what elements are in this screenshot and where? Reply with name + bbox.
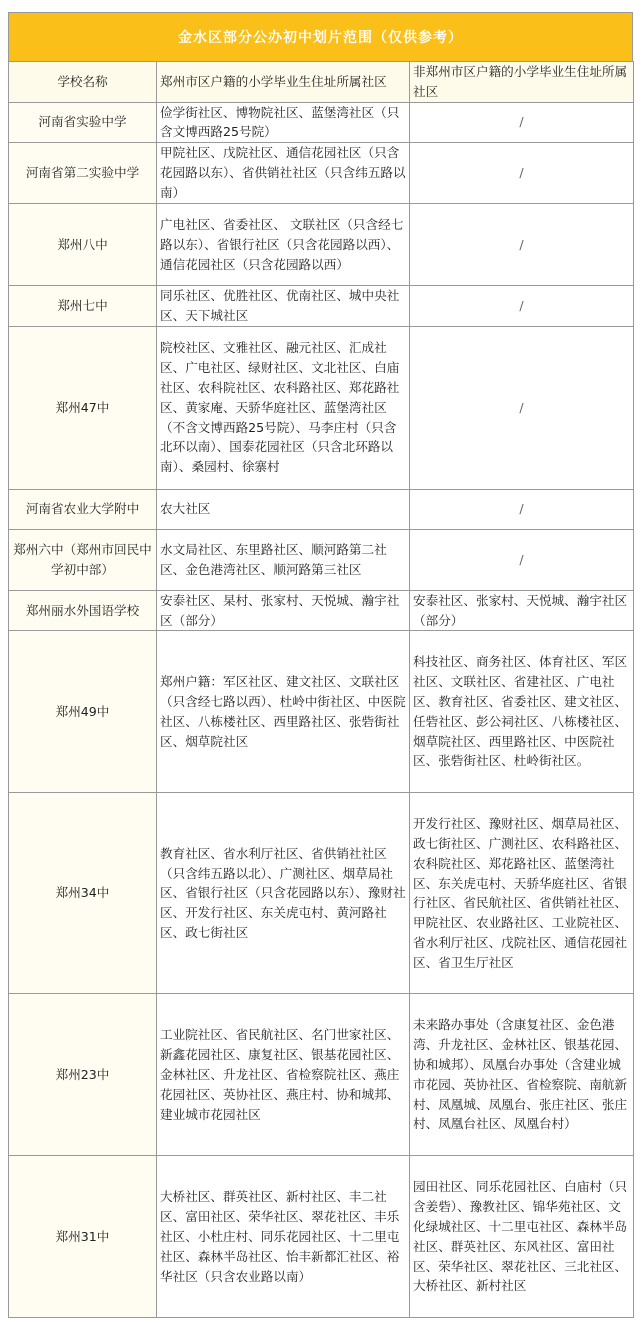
table-row <box>9 1156 634 1318</box>
zz-hukou-area: 广电社区、省委社区、 文联社区（只含经七路以东）、省银行社区（只含花园路以西）、通信花园社区（只含花园路以西） <box>157 204 410 286</box>
zz-hukou-area: 俭学街社区、博物院社区、蓝堡湾社区（只含文博西路25号院） <box>157 102 410 143</box>
school-name: 郑州七中 <box>9 286 157 327</box>
table-row <box>9 143 634 204</box>
table-row <box>9 994 634 1156</box>
non-zz-hukou-area: / <box>410 326 634 489</box>
school-name: 郑州49中 <box>9 631 157 793</box>
non-zz-hukou-area: / <box>410 286 634 327</box>
table-row <box>9 631 634 793</box>
school-name: 郑州23中 <box>9 994 157 1156</box>
school-name: 河南省农业大学附中 <box>9 489 157 529</box>
zz-hukou-area: 大桥社区、群英社区、新村社区、丰二社区、富田社区、荣华社区、翠花社区、丰乐社区、小杜庄村、同乐花园社区、十二里屯社区、森林半岛社区、怡丰新都汇社区、裕华社区（只含农业路以南） <box>157 1156 410 1318</box>
table-row <box>9 590 634 631</box>
school-name: 郑州34中 <box>9 793 157 994</box>
non-zz-hukou-area: / <box>410 143 634 204</box>
non-zz-hukou-area: 园田社区、同乐花园社区、白庙村（只含姜砦）、豫教社区、锦华苑社区、文化绿城社区、十二里屯社区、森林半岛社区、群英社区、东风社区、富田社区、荣华社区、翠花社区、三北社区、大桥社区、新村社区 <box>410 1156 634 1318</box>
table-row <box>9 102 634 143</box>
table-row <box>9 793 634 994</box>
school-name: 郑州八中 <box>9 204 157 286</box>
non-zz-hukou-area: 未来路办事处（含康复社区、金色港湾、升龙社区、金林社区、银基花园、协和城邦）、凤凰台办事处（含建业城市花园、英协社区、省检察院、南航新村、凤凰城、凤凰台、张庄社区、张庄村、凤凰台社区、凤凰台村） <box>410 994 634 1156</box>
zz-hukou-area: 甲院社区、戊院社区、通信花园社区（只含花园路以东）、省供销社社区（只含纬五路以南） <box>157 143 410 204</box>
table-body <box>9 62 634 1318</box>
table-row <box>9 286 634 327</box>
zone-table <box>8 61 634 1318</box>
admission-zone-table <box>8 12 633 1318</box>
table-title: 金水区部分公办初中划片范围（仅供参考） <box>8 12 633 61</box>
header-school: 学校名称 <box>9 62 157 103</box>
zz-hukou-area: 农大社区 <box>157 489 410 529</box>
table-row <box>9 204 634 286</box>
school-name: 河南省实验中学 <box>9 102 157 143</box>
table-row <box>9 529 634 590</box>
non-zz-hukou-area: 科技社区、商务社区、体育社区、军区社区、文联社区、省建社区、广电社区、教育社区、省委社区、建文社区、任砦社区、彭公祠社区、八栋楼社区、烟草院社区、西里路社区、中医院社区、张砦街社区、杜岭街社区。 <box>410 631 634 793</box>
table-row <box>9 489 634 529</box>
table-header-row <box>9 62 634 103</box>
header-non-zz-hukou: 非郑州市区户籍的小学毕业生住址所属社区 <box>410 62 634 103</box>
school-name: 郑州六中（郑州市回民中学初中部） <box>9 529 157 590</box>
school-name: 郑州丽水外国语学校 <box>9 590 157 631</box>
non-zz-hukou-area: / <box>410 529 634 590</box>
zz-hukou-area: 安泰社区、杲村、张家村、天悦城、瀚宇社区（部分） <box>157 590 410 631</box>
non-zz-hukou-area: / <box>410 489 634 529</box>
zz-hukou-area: 院校社区、文雅社区、融元社区、汇成社区、广电社区、绿财社区、文北社区、白庙社区、农科院社区、农科路社区、郑花路社区、黄家庵、天骄华庭社区、蓝堡湾社区（不含文博西路25号院）、马李庄村（只含北环以南）、国泰花园社区（只含北环路以南）、桑园村、徐寨村 <box>157 326 410 489</box>
zz-hukou-area: 工业院社区、省民航社区、名门世家社区、新鑫花园社区、康复社区、银基花园社区、金林社区、升龙社区、省检察院社区、燕庄花园社区、英协社区、燕庄村、协和城邦、建业城市花园社区 <box>157 994 410 1156</box>
non-zz-hukou-area: / <box>410 204 634 286</box>
school-name: 河南省第二实验中学 <box>9 143 157 204</box>
school-name: 郑州31中 <box>9 1156 157 1318</box>
non-zz-hukou-area: 安泰社区、张家村、天悦城、瀚宇社区（部分） <box>410 590 634 631</box>
zz-hukou-area: 教育社区、省水利厅社区、省供销社社区（只含纬五路以北）、广测社区、烟草局社区、省银行社区（只含花园路以东）、豫财社区、开发行社区、东关虎屯村、黄河路社区、政七街社区 <box>157 793 410 994</box>
header-zz-hukou: 郑州市区户籍的小学毕业生住址所属社区 <box>157 62 410 103</box>
zz-hukou-area: 水文局社区、东里路社区、顺河路第二社区、金色港湾社区、顺河路第三社区 <box>157 529 410 590</box>
zz-hukou-area: 郑州户籍：军区社区、建文社区、文联社区（只含经七路以西）、杜岭中街社区、中医院社区、八栋楼社区、西里路社区、张砦街社区、烟草院社区 <box>157 631 410 793</box>
school-name: 郑州47中 <box>9 326 157 489</box>
non-zz-hukou-area: 开发行社区、豫财社区、烟草局社区、政七街社区、广测社区、农科路社区、农科院社区、郑花路社区、蓝堡湾社区、东关虎屯村、天骄华庭社区、省银行社区、省民航社区、省供销社社区、甲院社区、农业路社区、工业院社区、省水利厅社区、戊院社区、通信花园社区、省卫生厅社区 <box>410 793 634 994</box>
table-row <box>9 326 634 489</box>
zz-hukou-area: 同乐社区、优胜社区、优南社区、城中央社区、天下城社区 <box>157 286 410 327</box>
non-zz-hukou-area: / <box>410 102 634 143</box>
